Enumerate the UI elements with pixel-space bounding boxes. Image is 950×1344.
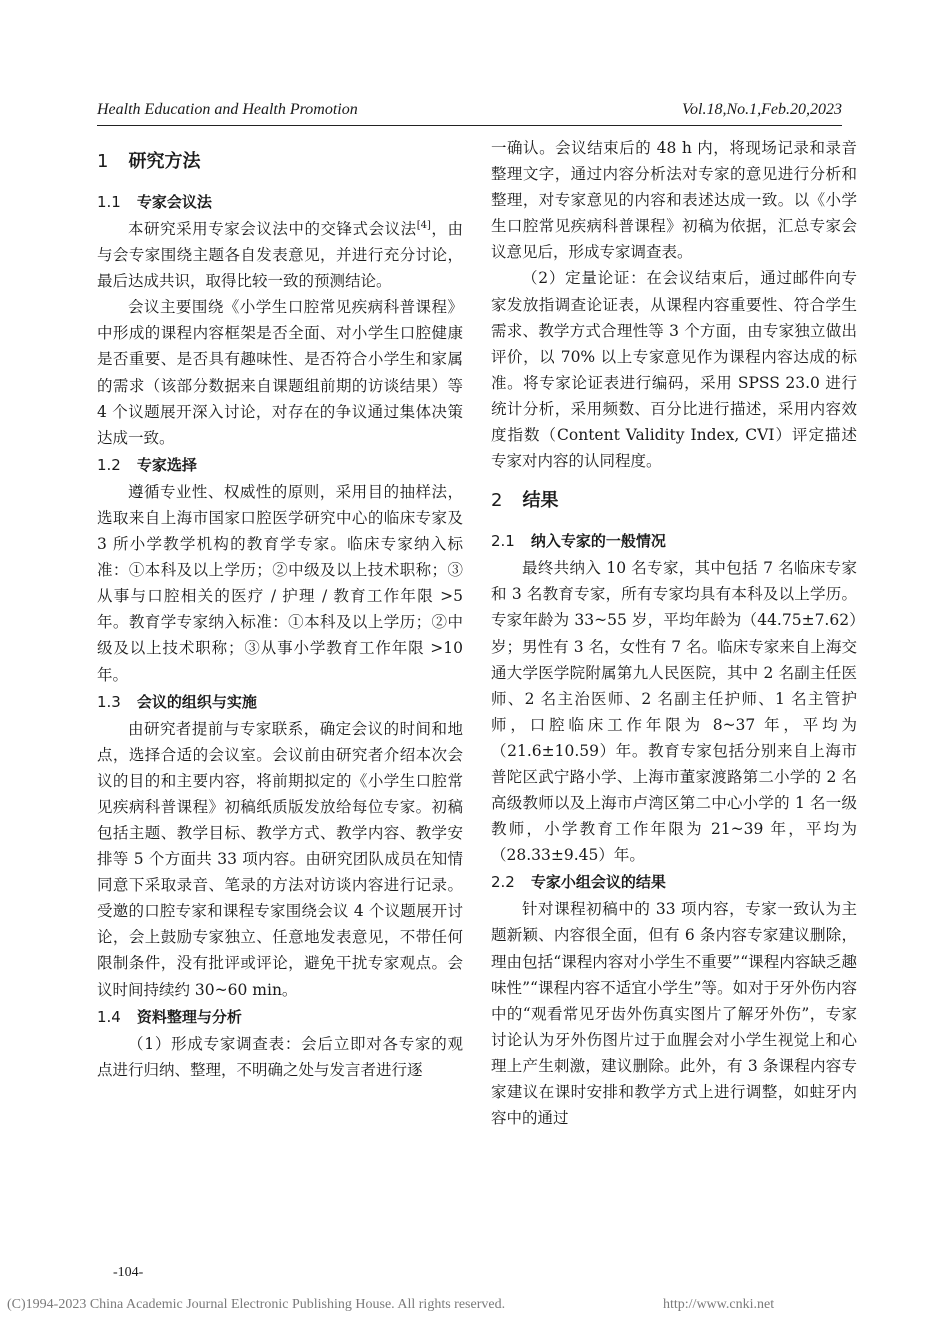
paragraph: 会议主要围绕《小学生口腔常见疾病科普课程》中形成的课程内容框架是否全面、对小学生口腔健康是否重要、是否具有趣味性、是否符合小学生和家属的需求（该部分数据来自课题组前期的访谈结果）等 4 个议题展开深入讨论，对存在的争议通过集体决策达成一致。 xyxy=(97,298,463,447)
copyright-text: (C)1994-2023 China Academic Journal Electronic Publishing House. All rights reserved. xyxy=(7,1297,506,1312)
section-2-1-heading: 2.1 纳入专家的一般情况 xyxy=(491,532,666,551)
journal-name: Health Education and Health Promotion xyxy=(97,101,358,118)
paragraph: 最终共纳入 10 名专家，其中包括 7 名临床专家和 3 名教育专家，所有专家均具有本科及以上学历。专家年龄为 33~55 岁，平均年龄为（44.75±7.62）岁；男性有 3 名，女性有 7 名。临床专家来自上海交通大学医学院附属第九人民医院，其中 2 名副主任医师、2 名主治医师、2 名副主任护师、1 名主管护师，口腔临床工作年限为 8~37 年，平均为（21.6±10.59）年。教育专家包括分别来自上海市普陀区武宁路小学、上海市董家渡路第二小学的 2 名高级教师以及上海市卢湾区第二中心小学的 1 名一级教师，小学教育工作年限为 21~39 年，平均为（28.33±9.45）年。 xyxy=(491,559,857,865)
right-column xyxy=(491,135,857,1131)
paragraph: 针对课程初稿中的 33 项内容，专家一致认为主题新颖、内容很全面，但有 6 条内容专家建议删除，理由包括“课程内容对小学生不重要”“课程内容缺乏趣味性”“课程内容不适宜小学生”等。如对于牙外伤内容中的“观看常见牙齿外伤真实图片了解牙外伤”，专家讨论认为牙外伤图片过于血腥会对小学生视觉上和心理上产生刺激，建议删除。此外，有 3 条课程内容专家建议在课时安排和教学方式上进行调整，如蛀牙内容中的通过 xyxy=(491,900,857,1128)
footer-url[interactable]: http://www.cnki.net xyxy=(663,1297,775,1312)
copyright-footer xyxy=(7,1297,943,1313)
volume-info: Vol.18,No.1,Feb.20,2023 xyxy=(682,101,842,118)
section-1-4-heading: 1.4 资料整理与分析 xyxy=(97,1007,242,1026)
section-1-2-heading: 1.2 专家选择 xyxy=(97,455,197,474)
paragraph: （1）形成专家调查表：会后立即对各专家的观点进行归纳、整理，不明确之处与发言者进行逐 xyxy=(97,1034,463,1079)
section-2-2-heading: 2.2 专家小组会议的结果 xyxy=(491,873,666,892)
page-number: -104- xyxy=(113,1265,144,1280)
paragraph-continued: 一确认。会议结束后的 48 h 内，将现场记录和录音整理文字，通过内容分析法对专家的意见进行分析和整理，对专家意见的内容和表述达成一致。以《小学生口腔常见疾病科普课程》初稿为依据，汇总专家会议意见后，形成专家调查表。 xyxy=(491,139,857,262)
section-2-heading: 2 结果 xyxy=(491,490,559,512)
section-1-3-heading: 1.3 会议的组织与实施 xyxy=(97,692,257,711)
running-header xyxy=(97,99,842,126)
paragraph: （2）定量论证：在会议结束后，通过邮件向专家发放指调查论证表，从课程内容重要性、符合学生需求、教学方式合理性等 3 个方面，由专家独立做出评价，以 70% 以上专家意见作为课程内容达成的标准。将专家论证表进行编码，采用 SPSS 23.0 进行统计分析，采用频数、百分比进行描述，采用内容效度指数（Content Validity Index, CVI）评定描述专家对内容的认同程度。 xyxy=(491,269,857,471)
paragraph: 遵循专业性、权威性的原则，采用目的抽样法，选取来自上海市国家口腔医学研究中心的临床专家及 3 所小学教学机构的教育学专家。临床专家纳入标准：①本科及以上学历；②中级及以上技术职称；③从事与口腔相关的医疗 / 护理 / 教育工作年限 >5 年。教育学专家纳入标准：①本科及以上学历；②中级及以上技术职称；③从事小学教育工作年限 >10 年。 xyxy=(97,482,463,684)
left-column xyxy=(97,135,463,1083)
section-1-1-heading: 1.1 专家会议法 xyxy=(97,193,212,211)
paragraph: 本研究采用专家会议法中的交锋式会议法[4]，由与会专家围绕主题各自发表意见，并进行充分讨论，最后达成共识，取得比较一致的预测结论。 xyxy=(97,219,463,291)
section-1-heading: 1 研究方法 xyxy=(97,151,201,172)
citation-ref[interactable]: [4] xyxy=(416,219,431,231)
paragraph: 由研究者提前与专家联系，确定会议的时间和地点，选择合适的会议室。会议前由研究者介绍本次会议的目的和主要内容，将前期拟定的《小学生口腔常见疾病科普课程》初稿纸质版发放给每位专家。初稿包括主题、教学目标、教学方式、教学内容、教学安排等 5 个方面共 33 项内容。由研究团队成员在知情同意下采取录音、笔录的方法对访谈内容进行记录。受邀的口腔专家和课程专家围绕会议 4 个议题展开讨论，会上鼓励专家独立、任意地发表意见，不带任何限制条件，没有批评或评论，避免干扰专家观点。会议时间持续约 30~60 min。 xyxy=(97,719,463,999)
